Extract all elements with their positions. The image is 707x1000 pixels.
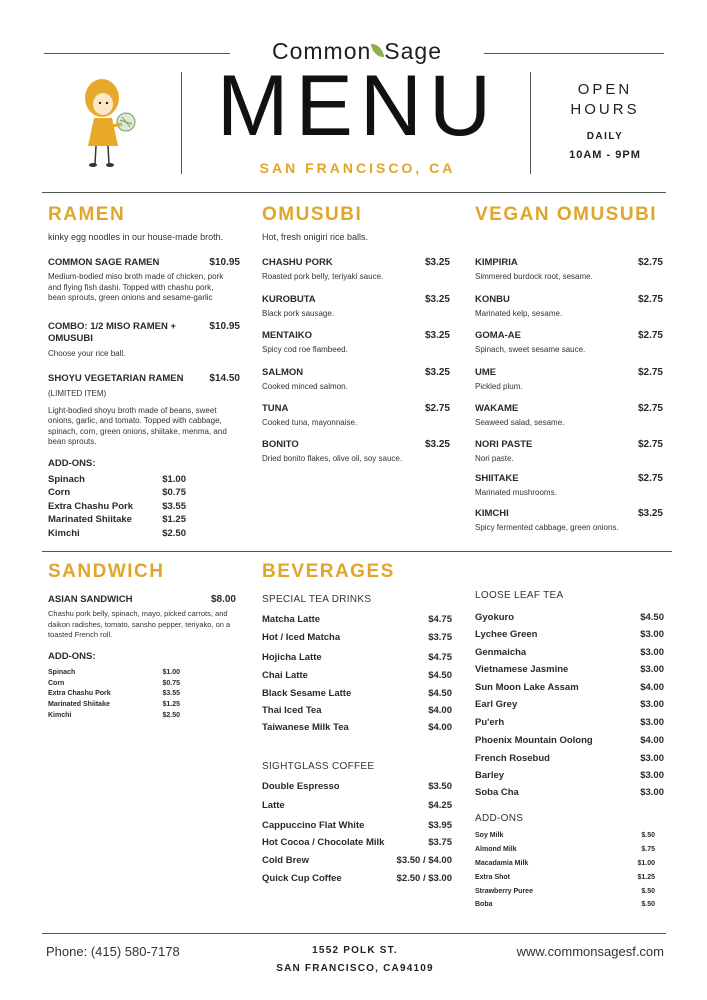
item-desc: Marinated mushrooms. xyxy=(475,488,557,497)
drink-price: $3.75 xyxy=(428,837,452,848)
item-desc xyxy=(48,609,236,641)
tea-price: $3.00 xyxy=(640,717,664,728)
drink-name: Quick Cup Coffee xyxy=(262,873,342,884)
drink-row xyxy=(262,820,452,831)
item-desc: Black pork sausage. xyxy=(262,309,335,318)
item-name: SALMON xyxy=(262,367,304,378)
addon-price: $1.25 xyxy=(162,701,180,708)
menu-item xyxy=(262,367,450,393)
addon-price: $0.75 xyxy=(162,680,180,687)
drink-name: Thai Iced Tea xyxy=(262,705,322,716)
addon-name: Kimchi xyxy=(48,712,72,719)
header-divider-right xyxy=(530,72,531,174)
addon-name: Extra Shot xyxy=(475,874,511,881)
header-rule-left xyxy=(44,53,230,54)
tea-row xyxy=(475,682,664,693)
addon-price: $1.25 xyxy=(162,514,186,525)
menu-item xyxy=(262,330,450,356)
addon-price: $3.55 xyxy=(162,501,186,512)
ramen-addons-title: ADD-ONS: xyxy=(48,458,96,469)
omusubi-title: OMUSUBI xyxy=(262,204,363,225)
tea-price: $3.00 xyxy=(640,787,664,798)
item-name: BONITO xyxy=(262,439,299,450)
tea-price: $3.00 xyxy=(640,753,664,764)
footer-rule xyxy=(42,933,666,934)
item-desc: Pickled plum. xyxy=(475,382,523,391)
drink-row xyxy=(262,722,452,733)
tea-row xyxy=(475,629,664,640)
tea-name: Lychee Green xyxy=(475,629,538,640)
tea-price: $4.00 xyxy=(640,682,664,693)
drink-price: $4.75 xyxy=(428,652,452,663)
drink-price: $3.50 / $4.00 xyxy=(396,855,452,866)
header-bottom-rule xyxy=(42,192,666,193)
logo-text-common: Common xyxy=(271,38,372,64)
loose-leaf-title: LOOSE LEAF TEA xyxy=(475,590,564,601)
item-name: COMMON SAGE RAMEN xyxy=(48,257,160,268)
tea-row xyxy=(475,753,664,764)
addon-row xyxy=(475,888,655,895)
addon-name: Macadamia Milk xyxy=(475,860,529,867)
desc-line: bean sprouts. xyxy=(48,437,97,446)
drink-row xyxy=(262,855,452,866)
hours-line: HOURS xyxy=(570,101,640,118)
drink-name: Hojicha Latte xyxy=(262,652,322,663)
item-price: $2.75 xyxy=(637,257,663,268)
ramen-title: RAMEN xyxy=(48,204,126,225)
item-name: CHASHU PORK xyxy=(262,257,333,268)
item-name: WAKAME xyxy=(475,403,519,414)
header-rule-right xyxy=(484,53,664,54)
drink-name: Latte xyxy=(262,800,285,811)
drink-row xyxy=(262,632,452,643)
drink-row xyxy=(262,837,452,848)
addon-price: $2.50 xyxy=(162,712,180,719)
menu-item xyxy=(475,367,663,393)
header-divider-left xyxy=(181,72,182,174)
middle-rule xyxy=(42,551,672,552)
addon-row xyxy=(48,712,180,719)
addon-name: Strawberry Puree xyxy=(475,888,533,895)
drink-name: Cappuccino Flat White xyxy=(262,820,365,831)
menu-item xyxy=(262,403,450,429)
address-line: SAN FRANCISCO, CA94109 xyxy=(276,963,434,974)
addon-price: $1.00 xyxy=(162,474,186,485)
website-link[interactable]: www.commonsagesf.com xyxy=(516,944,664,959)
item-price: $2.75 xyxy=(637,367,663,378)
addon-name: Marinated Shiitake xyxy=(48,514,132,525)
addon-name: Extra Chashu Pork xyxy=(48,690,111,697)
item-price: $14.50 xyxy=(209,373,240,384)
item-desc: Cooked minced salmon. xyxy=(262,382,348,391)
item-price: $10.95 xyxy=(209,257,240,268)
drink-price: $3.75 xyxy=(428,632,452,643)
menu-title: MENU xyxy=(216,58,499,154)
menu-item xyxy=(475,294,663,320)
item-price: $2.75 xyxy=(424,403,450,414)
desc-line: Chashu pork belly, spinach, mayo, picked carrots, and xyxy=(48,609,228,618)
leaf-icon xyxy=(371,42,384,59)
item-name: KIMPIRIA xyxy=(475,257,518,268)
desc-line: bean sprouts, green onions and sesame-garlic xyxy=(48,293,213,302)
vegan-title: VEGAN OMUSUBI xyxy=(475,204,658,225)
tea-name: French Rosebud xyxy=(475,753,550,764)
item-price: $3.25 xyxy=(424,330,450,341)
ramen-intro: kinky egg noodles in our house-made broth. xyxy=(48,232,224,242)
city-label: SAN FRANCISCO, CA xyxy=(259,160,456,176)
item-desc xyxy=(48,406,240,448)
drink-row xyxy=(262,705,452,716)
drink-row xyxy=(262,781,452,792)
item-price: $10.95 xyxy=(209,321,240,332)
menu-item xyxy=(475,439,663,465)
tea-row xyxy=(475,735,664,746)
drink-name: Hot Cocoa / Chocolate Milk xyxy=(262,837,385,848)
drink-name: Black Sesame Latte xyxy=(262,688,352,699)
addon-price: $.50 xyxy=(641,901,655,908)
item-name: KIMCHI xyxy=(475,508,509,519)
tea-row xyxy=(475,647,664,658)
addon-price: $1.00 xyxy=(162,669,180,676)
addon-row xyxy=(48,487,186,498)
addon-price: $.75 xyxy=(641,846,655,853)
name-line: COMBO: 1/2 MISO RAMEN + xyxy=(48,321,176,332)
sandwich-addons-title: ADD-ONS: xyxy=(48,651,96,662)
tea-row xyxy=(475,770,664,781)
drink-row xyxy=(262,614,452,625)
item-name: MENTAIKO xyxy=(262,330,312,341)
desc-line: and flying fish dashi. Topped with chashu pork, xyxy=(48,282,214,292)
drink-name: Hot / Iced Matcha xyxy=(262,632,341,643)
addon-row xyxy=(475,846,655,853)
drink-row xyxy=(262,670,452,681)
desc-line: Light-bodied shoyu broth made of beans, sweet xyxy=(48,405,217,415)
drink-row xyxy=(262,652,452,663)
item-price: $3.25 xyxy=(424,439,450,450)
item-desc: Spicy fermented cabbage, green onions. xyxy=(475,523,619,532)
addon-name: Marinated Shiitake xyxy=(48,701,110,708)
item-price: $2.75 xyxy=(637,473,663,484)
item-price: $3.25 xyxy=(637,508,663,519)
addon-name: Corn xyxy=(48,487,71,498)
desc-line: toasted French roll. xyxy=(48,630,113,639)
tea-price: $4.50 xyxy=(640,612,664,623)
tea-price: $3.00 xyxy=(640,699,664,710)
menu-item xyxy=(475,473,663,499)
coffee-title: SIGHTGLASS COFFEE xyxy=(262,761,375,772)
menu-item xyxy=(48,594,236,641)
drink-row xyxy=(262,800,452,811)
item-desc: Dried bonito flakes, olive oil, soy sauce. xyxy=(262,454,403,463)
item-name: TUNA xyxy=(262,403,289,414)
tea-price: $3.00 xyxy=(640,664,664,675)
tea-name: Pu'erh xyxy=(475,717,505,728)
addon-price: $1.00 xyxy=(637,860,655,867)
addon-row xyxy=(48,501,186,512)
drink-price: $3.50 xyxy=(428,781,452,792)
drink-name: Double Espresso xyxy=(262,781,340,792)
tea-name: Earl Grey xyxy=(475,699,518,710)
item-name: ASIAN SANDWICH xyxy=(48,594,133,605)
addon-name: Extra Chashu Pork xyxy=(48,501,133,512)
item-desc: Marinated kelp, sesame. xyxy=(475,309,563,318)
desc-line: daikon radishes, tomato, sansho pepper, teriyako, on a xyxy=(48,619,231,629)
addon-name: Soy Milk xyxy=(475,832,504,839)
menu-item xyxy=(262,439,450,465)
item-desc: Simmered burdock root, sesame. xyxy=(475,272,593,281)
item-name: SHIITAKE xyxy=(475,473,519,484)
menu-item xyxy=(475,257,663,283)
menu-item xyxy=(48,257,240,304)
item-name: NORI PASTE xyxy=(475,439,533,450)
beverages-title: BEVERAGES xyxy=(262,561,395,582)
drink-name: Chai Latte xyxy=(262,670,308,681)
tea-name: Phoenix Mountain Oolong xyxy=(475,735,593,746)
item-price: $2.75 xyxy=(637,403,663,414)
item-price: $2.75 xyxy=(637,294,663,305)
menu-item xyxy=(262,257,450,283)
menu-item xyxy=(475,508,663,534)
addon-row xyxy=(475,860,655,867)
limited-note: (LIMITED ITEM) xyxy=(48,389,107,398)
tea-row xyxy=(475,787,664,798)
desc-line: spinach, corn, green onions, shiitake, menma, and xyxy=(48,426,227,436)
addon-row xyxy=(48,690,180,697)
item-name: UME xyxy=(475,367,497,378)
phone-number: Phone: (415) 580-7178 xyxy=(46,944,180,959)
addon-price: $0.75 xyxy=(162,487,186,498)
addon-name: Corn xyxy=(48,680,65,687)
addon-name: Spinach xyxy=(48,669,76,676)
addon-price: $.50 xyxy=(641,888,655,895)
item-price: $2.75 xyxy=(637,330,663,341)
sandwich-title: SANDWICH xyxy=(48,561,165,582)
tea-name: Gyokuro xyxy=(475,612,515,623)
menu-item xyxy=(48,321,240,360)
drink-price: $4.00 xyxy=(428,705,452,716)
address-line: 1552 POLK ST. xyxy=(312,945,398,956)
hours-value: 10AM - 9PM xyxy=(569,149,641,161)
tea-price: $3.00 xyxy=(640,647,664,658)
daily-label: DAILY xyxy=(586,131,624,142)
open-line: OPEN xyxy=(577,81,633,98)
addon-name: Almond Milk xyxy=(475,846,517,853)
item-price: $3.25 xyxy=(424,294,450,305)
menu-item xyxy=(475,330,663,356)
item-desc xyxy=(48,272,240,304)
omusubi-intro: Hot, fresh onigiri rice balls. xyxy=(262,232,369,242)
addon-row xyxy=(475,874,655,881)
name-line: OMUSUBI xyxy=(48,333,93,344)
drink-price: $4.25 xyxy=(428,800,452,811)
addon-price: $.50 xyxy=(641,832,655,839)
item-name: SHOYU VEGETARIAN RAMEN xyxy=(48,373,184,384)
tea-price: $3.00 xyxy=(640,770,664,781)
drink-name: Matcha Latte xyxy=(262,614,321,625)
addon-row xyxy=(48,669,180,676)
tea-name: Genmaicha xyxy=(475,647,527,658)
item-desc: Nori paste. xyxy=(475,454,514,463)
special-tea-title: SPECIAL TEA DRINKS xyxy=(262,594,372,605)
menu-item xyxy=(262,294,450,320)
open-hours-label xyxy=(540,80,670,120)
tea-row xyxy=(475,717,664,728)
tea-price: $4.00 xyxy=(640,735,664,746)
drink-price: $4.50 xyxy=(428,688,452,699)
tea-name: Sun Moon Lake Assam xyxy=(475,682,579,693)
tea-row xyxy=(475,612,664,623)
item-name: KUROBUTA xyxy=(262,294,316,305)
menu-item xyxy=(48,373,240,448)
addon-price: $1.25 xyxy=(637,874,655,881)
addon-name: Boba xyxy=(475,901,493,908)
drink-name: Cold Brew xyxy=(262,855,309,866)
item-desc: Seaweed salad, sesame. xyxy=(475,418,565,427)
addon-row xyxy=(48,528,186,539)
mascot-illustration xyxy=(72,70,142,172)
drink-row xyxy=(262,688,452,699)
drink-price: $3.95 xyxy=(428,820,452,831)
item-name: KONBU xyxy=(475,294,510,305)
addon-row xyxy=(475,832,655,839)
addon-name: Kimchi xyxy=(48,528,80,539)
item-price: $3.25 xyxy=(424,367,450,378)
item-desc: Spicy cod roe flambeed. xyxy=(262,345,348,354)
addon-price: $2.50 xyxy=(162,528,186,539)
tea-name: Soba Cha xyxy=(475,787,519,798)
drink-row xyxy=(262,873,452,884)
drink-price: $4.00 xyxy=(428,722,452,733)
item-desc: Spinach, sweet sesame sauce. xyxy=(475,345,586,354)
menu-item xyxy=(475,403,663,429)
addon-name: Spinach xyxy=(48,474,85,485)
tea-name: Vietnamese Jasmine xyxy=(475,664,569,675)
addon-row xyxy=(48,474,186,485)
item-desc: Choose your rice ball. xyxy=(48,349,126,358)
tea-name: Barley xyxy=(475,770,505,781)
item-desc: Roasted pork belly, teriyaki sauce. xyxy=(262,272,384,281)
drink-price: $4.75 xyxy=(428,614,452,625)
logo-text-sage: Sage xyxy=(384,38,443,64)
addon-row xyxy=(475,901,655,908)
drink-price: $2.50 / $3.00 xyxy=(396,873,452,884)
item-price: $2.75 xyxy=(637,439,663,450)
tea-row xyxy=(475,664,664,675)
addon-row xyxy=(48,701,180,708)
address-block xyxy=(250,942,460,978)
addon-row xyxy=(48,514,186,525)
tea-addons-title: ADD-ONS xyxy=(475,813,524,824)
item-price: $8.00 xyxy=(210,594,236,605)
addon-price: $3.55 xyxy=(162,690,180,697)
drink-name: Taiwanese Milk Tea xyxy=(262,722,349,733)
item-desc: Cooked tuna, mayonnaise. xyxy=(262,418,358,427)
item-name: GOMA-AE xyxy=(475,330,521,341)
drink-price: $4.50 xyxy=(428,670,452,681)
addon-row xyxy=(48,680,180,687)
desc-line: onions, garlic, and tomato. Topped with cabbage, xyxy=(48,416,222,425)
desc-line: Medium-bodied miso broth made of chicken, pork xyxy=(48,272,224,281)
tea-row xyxy=(475,699,664,710)
tea-price: $3.00 xyxy=(640,629,664,640)
item-price: $3.25 xyxy=(424,257,450,268)
